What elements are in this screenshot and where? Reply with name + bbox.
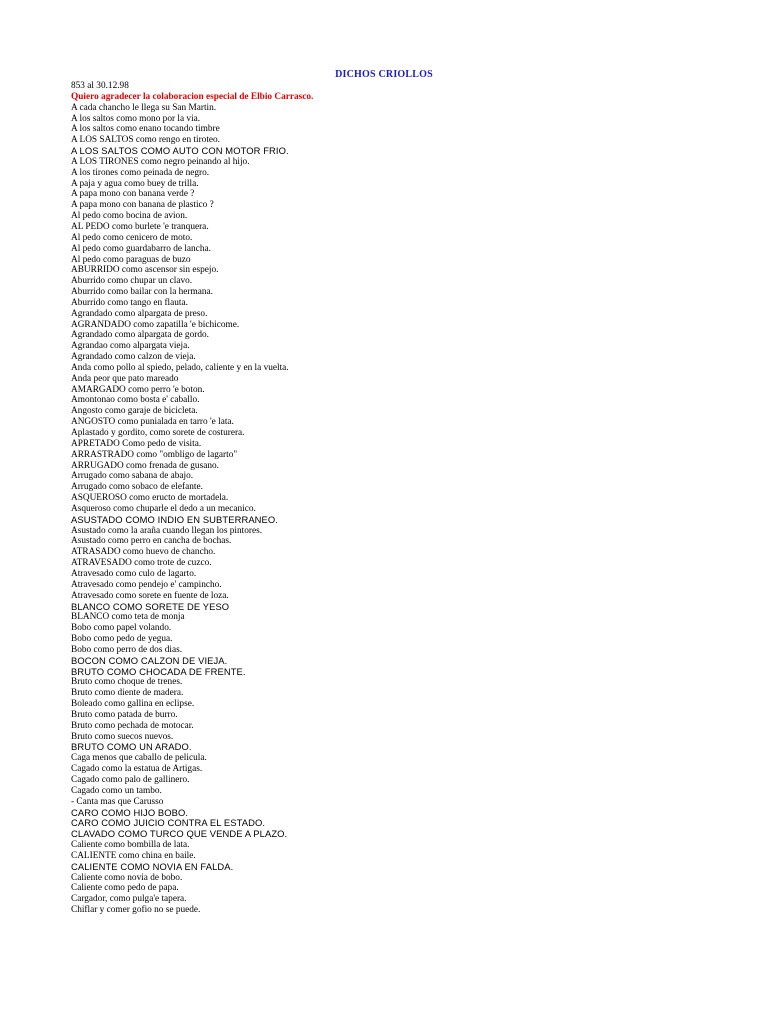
saying-line: Anda peor que pato mareado <box>71 373 179 384</box>
saying-line: Aplastado y gordito, como sorete de costurera. <box>71 428 245 438</box>
saying-line: Atravesado como culo de lagarto. <box>71 568 197 579</box>
saying-line: Bobo como papel volando. <box>71 623 172 634</box>
saying-line: Caliente como novia de bobo. <box>71 872 183 883</box>
document-title: DICHOS CRIOLLOS <box>335 69 433 80</box>
saying-line: Agrandado como calzon de vieja. <box>71 352 196 363</box>
saying-line: A papa mono con banana de plastico ? <box>71 200 214 211</box>
saying-line: BLANCO como teta de monja <box>71 612 185 623</box>
saying-line: BLANCO COMO SORETE DE YESO <box>71 600 230 612</box>
saying-line: CARO COMO JUICIO CONTRA EL ESTADO. <box>71 817 266 829</box>
saying-line: Agrandado como alpargata de gordo. <box>71 330 209 341</box>
saying-line: - Canta mas que Carusso <box>71 796 164 807</box>
saying-line: CALIENTE COMO NOVIA EN FALDA. <box>71 860 234 872</box>
saying-line: ARRUGADO como frenada de gusano. <box>71 460 219 471</box>
saying-line: Boleado como gallina en eclipse. <box>71 699 195 710</box>
saying-line: CARO COMO HIJO BOBO. <box>71 806 189 818</box>
saying-line: ARRASTRADO como "ombligo de lagarto" <box>71 449 238 460</box>
saying-line: A LOS SALTOS COMO AUTO CON MOTOR FRIO. <box>71 145 289 157</box>
saying-line: APRETADO Como pedo de visita. <box>71 438 202 449</box>
saying-line: ASUSTADO COMO INDIO EN SUBTERRANEO. <box>71 513 278 525</box>
saying-line: Chiflar y comer gofio no se puede. <box>71 905 201 916</box>
saying-line: Bruto como patada de burro. <box>71 709 178 720</box>
saying-line: Bruto como choque de trenes. <box>71 677 183 688</box>
saying-line: Agrandao como alpargata vieja. <box>71 341 190 352</box>
saying-line: Agrandado como alpargata de preso. <box>71 308 208 319</box>
saying-line: Bruto como suecos nuevos. <box>71 731 174 742</box>
saying-line: Asustado como perro en cancha de bochas. <box>71 536 232 547</box>
saying-line: A papa mono con banana verde ? <box>71 189 195 200</box>
saying-line: AGRANDADO como zapatilla 'e bichicome. <box>71 319 240 330</box>
saying-line: ATRASADO como huevo de chancho. <box>71 547 216 558</box>
saying-line: Atravesado como pendejo e' campincho. <box>71 579 222 590</box>
saying-line: ANGOSTO como punialada en tarro 'e lata. <box>71 417 234 428</box>
saying-line: Aburrido como bailar con la hermana. <box>71 287 213 298</box>
saying-line: Cagado como la estatua de Artigas. <box>71 764 203 775</box>
saying-line: Aburrido como tango en flauta. <box>71 297 188 308</box>
saying-line: ATRAVESADO como trote de cuzco. <box>71 558 212 569</box>
saying-line: Amontonao como bosta e' caballo. <box>71 395 200 406</box>
saying-line: Al pedo como paraguas de buzo <box>71 254 191 265</box>
saying-line: CALIENTE como china en baile. <box>71 850 196 861</box>
saying-line: Bobo como perro de dos dias. <box>71 644 183 655</box>
saying-line: Caliente como pedo de papa. <box>71 883 179 894</box>
saying-line: Al pedo como guardabarro de lancha. <box>71 243 211 254</box>
saying-line: Asqueroso como chuparle el dedo a un mecanico. <box>71 503 256 514</box>
saying-line: Cargador, como pulga'e tapera. <box>71 894 187 905</box>
saying-line: Angosto como garaje de bicicleta. <box>71 406 198 417</box>
saying-line: ASQUEROSO como eructo de mortadela. <box>71 493 229 504</box>
saying-line: Cagado como un tambo. <box>71 785 162 796</box>
saying-line: Bruto como pechada de motocar. <box>71 720 194 731</box>
saying-line: Aburrido como chupar un clavo. <box>71 276 193 287</box>
saying-line: Caga menos que caballo de pelicula. <box>71 753 207 764</box>
saying-line: A los saltos como mono por la via. <box>71 113 201 124</box>
saying-line: AL PEDO como burlete 'e tranquera. <box>71 221 209 232</box>
saying-line: A paja y agua como buey de trilla. <box>71 178 199 189</box>
saying-line: A LOS SALTOS como rengo en tiroteo. <box>71 135 221 146</box>
saying-line: A los tirones como peinada de negro. <box>71 167 210 178</box>
saying-line: Al pedo como bocina de avion. <box>71 211 188 222</box>
saying-line: Al pedo como cenicero de moto. <box>71 232 193 243</box>
saying-line: Arrugado como sobaco de elefante. <box>71 482 203 493</box>
saying-line: AMARGADO como perro 'e boton. <box>71 384 205 395</box>
acknowledgement-line: Quiero agradecer la colaboracion especial de Elbio Carrasco. <box>71 91 314 102</box>
saying-line: CLAVADO COMO TURCO QUE VENDE A PLAZO. <box>71 828 288 840</box>
date-line: 853 al 30.12.98 <box>71 81 129 91</box>
saying-line: A cada chancho le llega su San Martin. <box>71 102 217 113</box>
saying-line: BRUTO COMO UN ARADO. <box>71 741 192 753</box>
saying-line: Asustado como la araña cuando llegan los pintores. <box>71 525 263 536</box>
saying-line: Bruto como diente de madera. <box>71 688 184 699</box>
saying-line: Caliente como bombilla de lata. <box>71 840 190 851</box>
saying-line: Cagado como palo de gallinero. <box>71 775 190 785</box>
saying-line: A LOS TIRONES como negro peinando al hijo. <box>71 156 250 167</box>
saying-line: Atravesado como sorete en fuente de loza. <box>71 590 229 601</box>
saying-line: Arrugado como sabana de abajo. <box>71 471 194 482</box>
saying-line: A los saltos como enano tocando timbre <box>71 124 220 135</box>
sayings-list <box>71 81 711 916</box>
saying-line: BOCON COMO CALZON DE VIEJA. <box>71 654 228 666</box>
saying-line: ABURRIDO como ascensor sin espejo. <box>71 265 219 276</box>
saying-line: Anda como pollo al spiedo, pelado, caliente y en la vuelta. <box>71 362 289 373</box>
saying-line: BRUTO COMO CHOCADA DE FRENTE. <box>71 665 246 677</box>
saying-line: Bobo como pedo de yegua. <box>71 634 173 645</box>
